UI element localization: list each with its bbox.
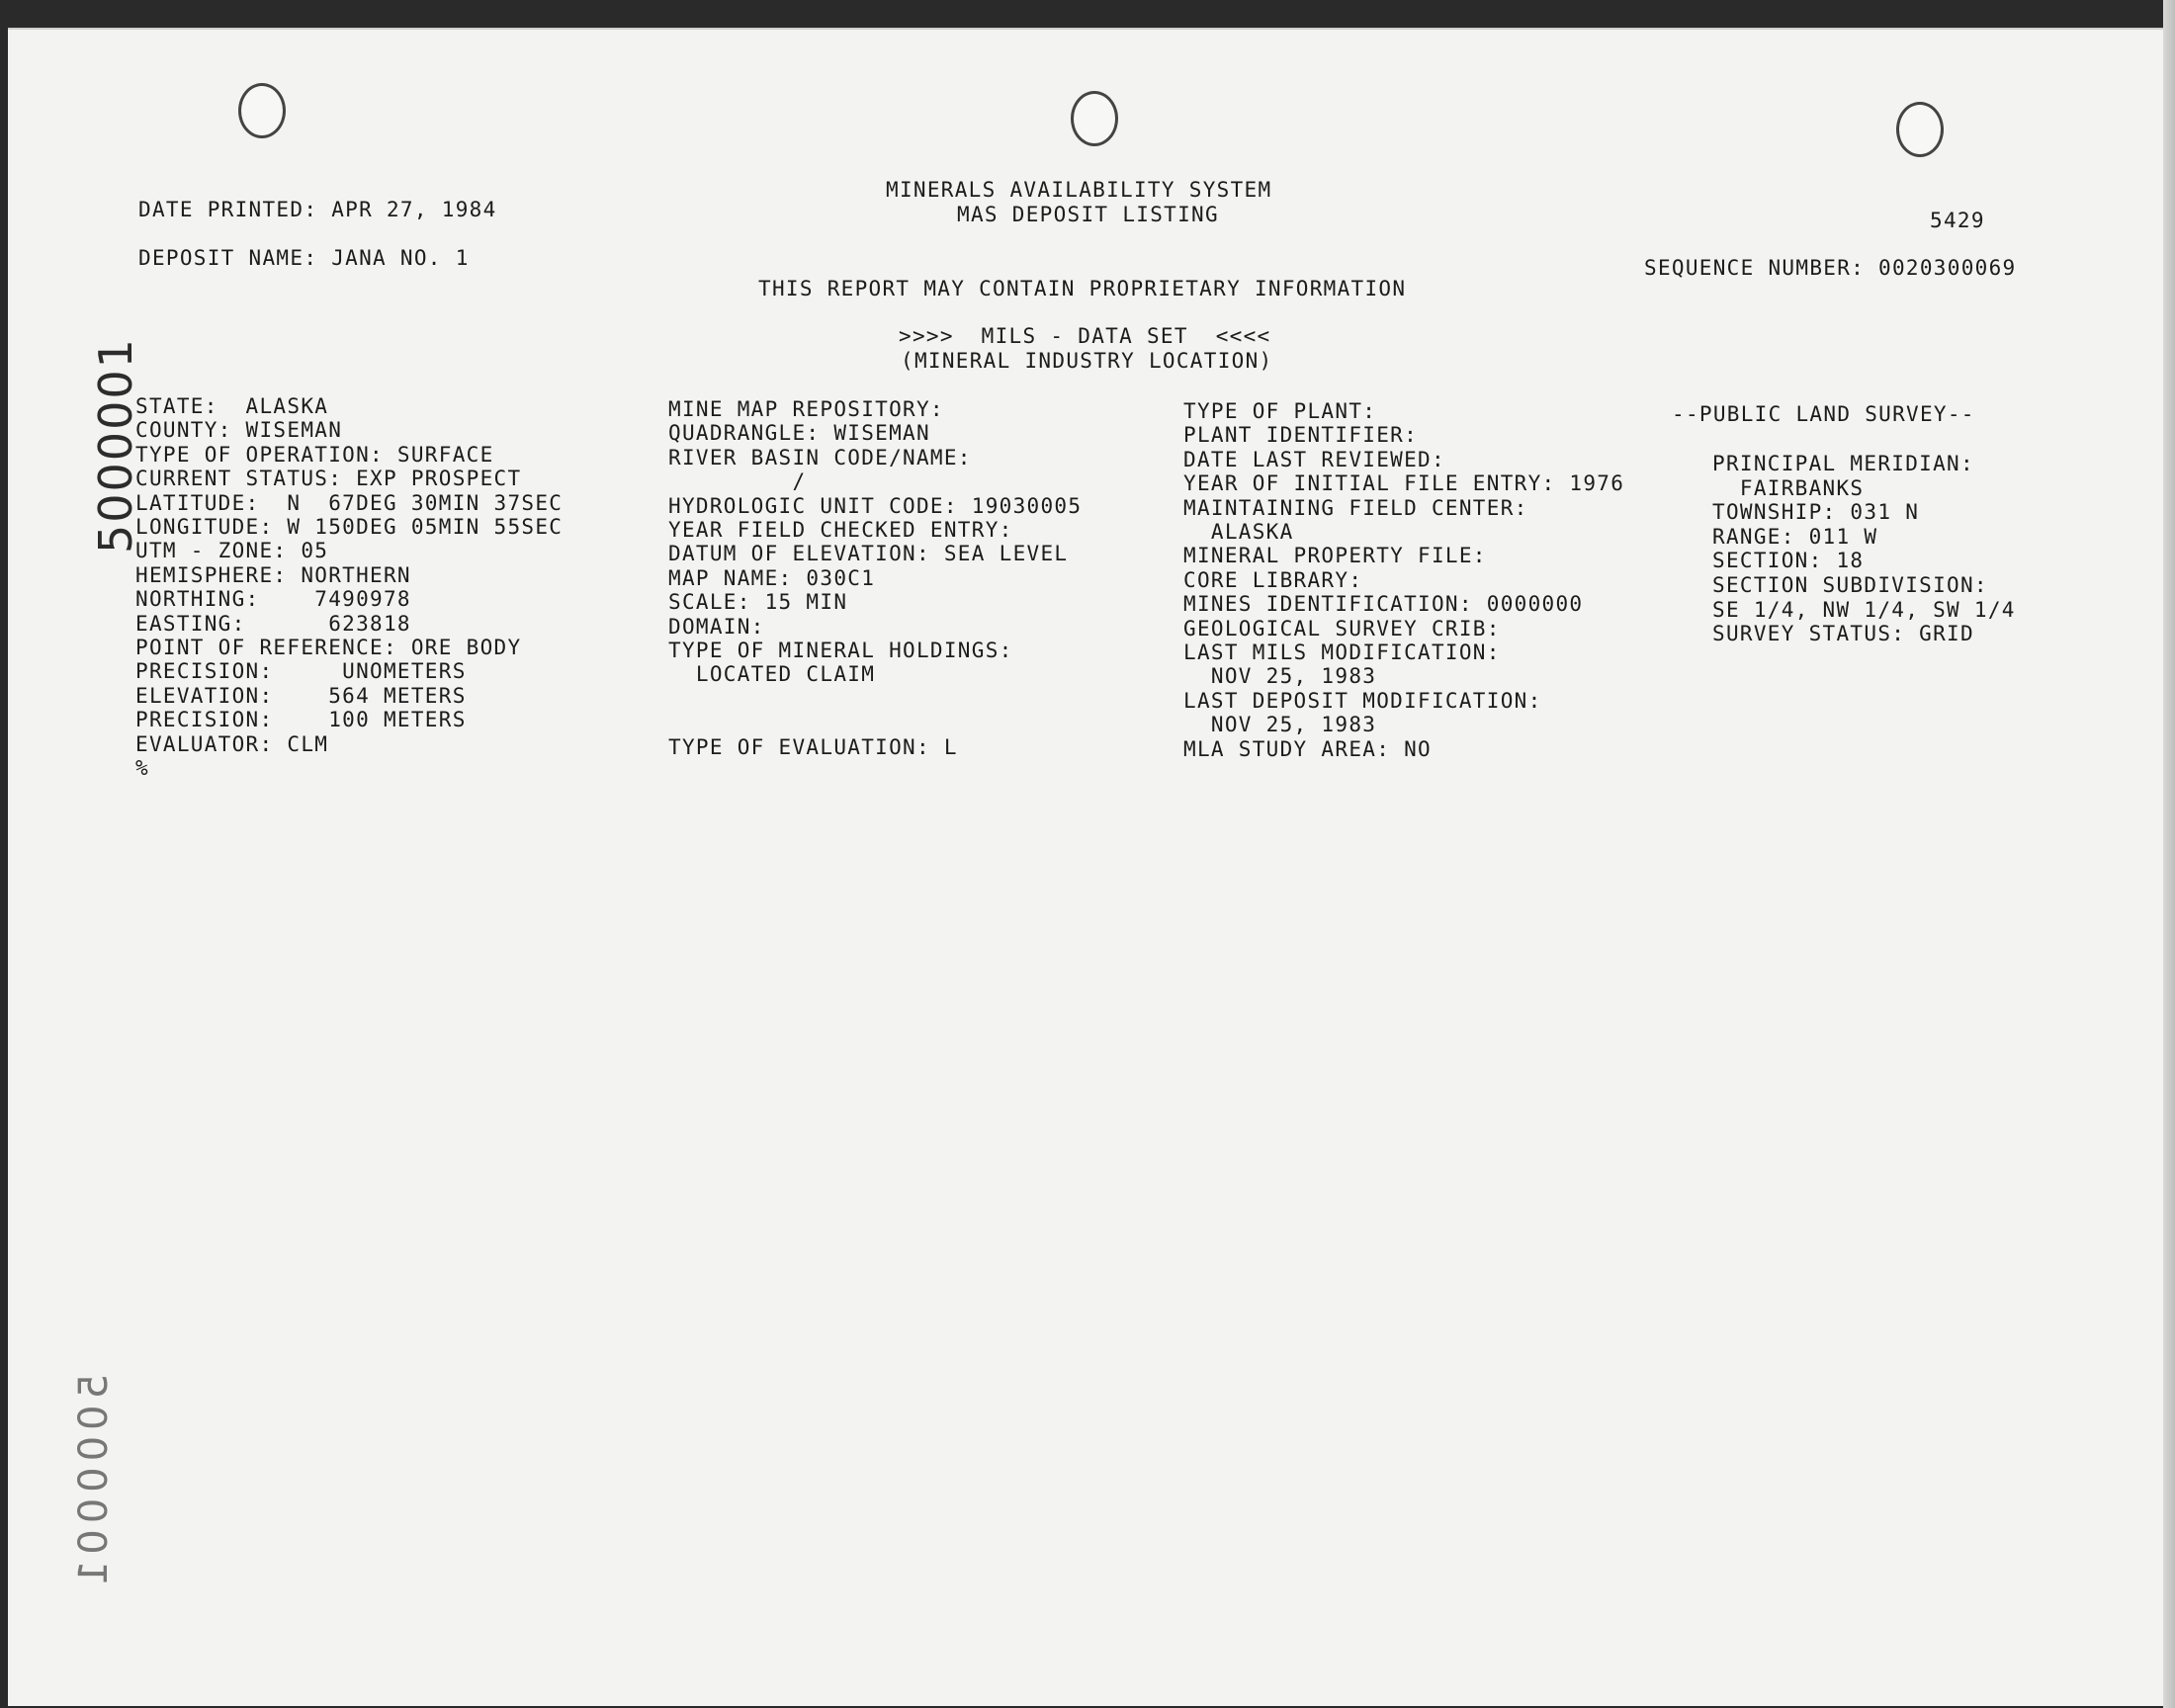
field-field-center-value: ALASKA <box>1183 520 1294 545</box>
punch-hole-left <box>238 83 286 138</box>
punch-hole-right <box>1896 102 1944 157</box>
field-meridian-value: FAIRBANKS <box>1712 475 1865 500</box>
field-type-of-operation: TYPE OF OPERATION: SURFACE <box>135 442 494 467</box>
field-mineral-property-file: MINERAL PROPERTY FILE: <box>1183 544 1487 568</box>
field-utm-zone: UTM - ZONE: 05 <box>135 539 329 563</box>
field-map-name: MAP NAME: 030C1 <box>668 565 876 590</box>
field-northing: NORTHING: 7490978 <box>135 587 411 612</box>
data-set-title: >>>> MILS - DATA SET <<<< <box>899 324 1271 348</box>
field-hemisphere: HEMISPHERE: NORTHERN <box>135 562 411 587</box>
field-datum-of-elevation: DATUM OF ELEVATION: SEA LEVEL <box>668 542 1069 566</box>
mine-map-column <box>668 397 1082 759</box>
field-scale: SCALE: 15 MIN <box>668 590 848 615</box>
punch-hole-center <box>1071 91 1118 146</box>
field-core-library: CORE LIBRARY: <box>1183 567 1363 592</box>
field-precision: PRECISION: UNOMETERS <box>135 659 467 684</box>
deposit-name: DEPOSIT NAME: JANA NO. 1 <box>138 246 470 270</box>
location-column <box>135 394 563 781</box>
field-section-subdivision: SECTION SUBDIVISION: <box>1712 572 1988 597</box>
field-plant-identifier: PLANT IDENTIFIER: <box>1183 423 1419 448</box>
plant-column <box>1183 399 1624 761</box>
field-elevation-precision: PRECISION: 100 METERS <box>135 708 467 732</box>
margin-stamp-bottom: 5000001 <box>71 1374 117 1592</box>
field-geological-survey-crib: GEOLOGICAL SURVEY CRIB: <box>1183 616 1501 640</box>
field-point-of-reference: POINT OF REFERENCE: ORE BODY <box>135 636 522 660</box>
field-last-mils-modification: LAST MILS MODIFICATION: <box>1183 640 1501 665</box>
field-section: SECTION: 18 <box>1712 549 1865 573</box>
field-mines-identification: MINES IDENTIFICATION: 0000000 <box>1183 592 1584 617</box>
field-river-basin-value: / <box>668 470 807 494</box>
field-mineral-holdings-value: LOCATED CLAIM <box>668 662 876 687</box>
field-year-field-checked: YEAR FIELD CHECKED ENTRY: <box>668 518 1013 543</box>
field-township: TOWNSHIP: 031 N <box>1712 500 1920 525</box>
field-domain: DOMAIN: <box>668 614 765 639</box>
field-type-of-mineral-holdings: TYPE OF MINERAL HOLDINGS: <box>668 639 1013 663</box>
field-last-mils-modification-date: NOV 25, 1983 <box>1183 664 1377 689</box>
page-edge <box>2163 0 2175 1708</box>
margin-stamp-top: 5000001 <box>89 337 142 554</box>
data-set-subtitle: (MINERAL INDUSTRY LOCATION) <box>901 349 1273 373</box>
field-type-of-plant: TYPE OF PLANT: <box>1183 399 1377 423</box>
field-survey-status: SURVEY STATUS: GRID <box>1712 622 1974 646</box>
field-easting: EASTING: 623818 <box>135 611 411 636</box>
system-title: MINERALS AVAILABILITY SYSTEM <box>886 178 1272 202</box>
field-latitude: LATITUDE: N 67DEG 30MIN 37SEC <box>135 490 564 515</box>
field-current-status: CURRENT STATUS: EXP PROSPECT <box>135 467 522 491</box>
field-state: STATE: ALASKA <box>135 394 329 418</box>
field-principal-meridian: PRINCIPAL MERIDIAN: <box>1712 452 1974 475</box>
field-evaluator: EVALUATOR: CLM <box>135 731 329 756</box>
field-mine-map-repository: MINE MAP REPOSITORY: <box>668 397 944 421</box>
field-hydrologic-unit-code: HYDROLOGIC UNIT CODE: 19030005 <box>668 493 1083 518</box>
percent-mark: % <box>135 756 149 781</box>
field-maintaining-field-center: MAINTAINING FIELD CENTER: <box>1183 495 1528 520</box>
listing-title: MAS DEPOSIT LISTING <box>957 203 1219 226</box>
land-survey-column <box>1712 452 2016 646</box>
field-longitude: LONGITUDE: W 150DEG 05MIN 55SEC <box>135 515 564 540</box>
field-elevation: ELEVATION: 564 METERS <box>135 683 467 708</box>
field-last-deposit-modification: LAST DEPOSIT MODIFICATION: <box>1183 688 1542 713</box>
field-date-last-reviewed: DATE LAST REVIEWED: <box>1183 447 1445 471</box>
blank-line <box>668 687 1082 711</box>
field-last-deposit-modification-date: NOV 25, 1983 <box>1183 713 1377 737</box>
public-land-survey-title: --PUBLIC LAND SURVEY-- <box>1672 402 1975 426</box>
field-county: COUNTY: WISEMAN <box>135 418 343 443</box>
field-year-initial-file-entry: YEAR OF INITIAL FILE ENTRY: 1976 <box>1183 471 1625 496</box>
sequence-number: SEQUENCE NUMBER: 0020300069 <box>1644 256 2017 280</box>
page-number: 5429 <box>1930 209 1985 232</box>
field-river-basin: RIVER BASIN CODE/NAME: <box>668 445 972 470</box>
field-range: RANGE: 011 W <box>1712 524 1878 549</box>
blank-line <box>668 711 1082 734</box>
field-quadrangle: QUADRANGLE: WISEMAN <box>668 421 930 446</box>
field-type-of-evaluation: TYPE OF EVALUATION: L <box>668 734 958 759</box>
field-subdivision-value: SE 1/4, NW 1/4, SW 1/4 <box>1712 597 2016 622</box>
date-printed: DATE PRINTED: APR 27, 1984 <box>138 198 497 221</box>
proprietary-notice: THIS REPORT MAY CONTAIN PROPRIETARY INFORMATION <box>758 277 1407 300</box>
field-mla-study-area: MLA STUDY AREA: NO <box>1183 736 1432 761</box>
